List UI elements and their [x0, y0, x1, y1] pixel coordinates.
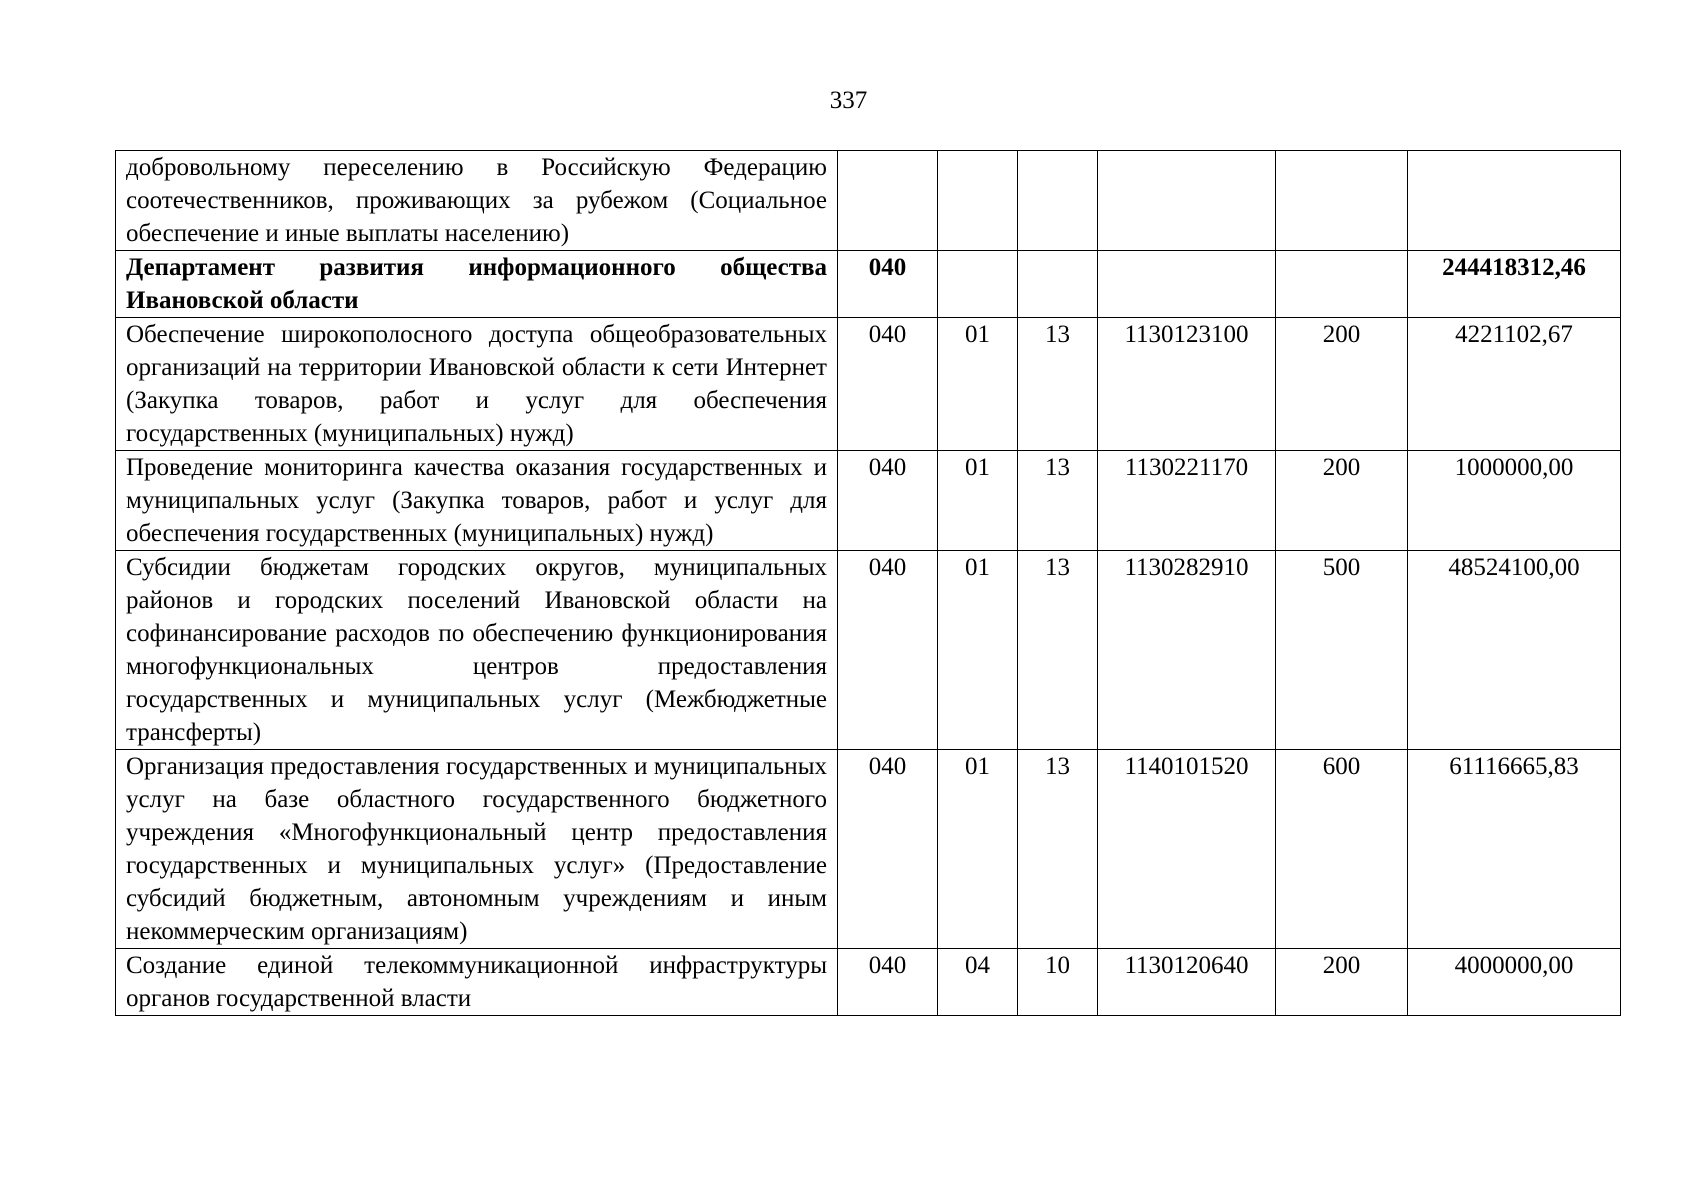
row-sum: 4000000,00: [1408, 949, 1621, 1016]
row-vr: [1276, 251, 1408, 318]
row-pr: [1018, 251, 1098, 318]
table-row-department: [116, 251, 1621, 318]
row-ved: 040: [838, 251, 938, 318]
row-rz: [938, 151, 1018, 251]
row-vr: 200: [1276, 949, 1408, 1016]
row-name: добровольному переселению в Российскую Федерацию соотечественников, проживающих за рубежом (Социальное обеспечение и иные выплаты населению): [116, 151, 838, 251]
row-ved: [838, 151, 938, 251]
row-csr: [1098, 151, 1276, 251]
row-vr: 500: [1276, 551, 1408, 750]
row-ved: 040: [838, 318, 938, 451]
row-ved: 040: [838, 551, 938, 750]
row-sum: 48524100,00: [1408, 551, 1621, 750]
row-name: Создание единой телекоммуникационной инфраструктуры органов государственной власти: [116, 949, 838, 1016]
table-row: [116, 750, 1621, 949]
row-name: Проведение мониторинга качества оказания государственных и муниципальных услуг (Закупка товаров, работ и услуг для обеспечения государственных (муниципальных) нужд): [116, 451, 838, 551]
row-rz: 01: [938, 551, 1018, 750]
row-csr: 1130120640: [1098, 949, 1276, 1016]
row-ved: 040: [838, 451, 938, 551]
row-rz: 04: [938, 949, 1018, 1016]
table-row: [116, 151, 1621, 251]
row-csr: 1130282910: [1098, 551, 1276, 750]
row-pr: 13: [1018, 318, 1098, 451]
row-vr: 200: [1276, 451, 1408, 551]
table-row: [116, 551, 1621, 750]
row-pr: 10: [1018, 949, 1098, 1016]
row-csr: [1098, 251, 1276, 318]
row-name: Субсидии бюджетам городских округов, муниципальных районов и городских поселений Ивановской области на софинансирование расходов по обеспечению функционирования многофункциональных центров предоставления государственных и муниципальных услуг (Межбюджетные трансферты): [116, 551, 838, 750]
row-ved: 040: [838, 750, 938, 949]
row-rz: 01: [938, 318, 1018, 451]
row-name: Обеспечение широкополосного доступа общеобразовательных организаций на территории Ивановской области к сети Интернет (Закупка товаров, работ и услуг для обеспечения государственных (муниципальных) нужд): [116, 318, 838, 451]
row-vr: 200: [1276, 318, 1408, 451]
row-csr: 1130123100: [1098, 318, 1276, 451]
table-row: [116, 318, 1621, 451]
row-sum: 244418312,46: [1408, 251, 1621, 318]
row-csr: 1140101520: [1098, 750, 1276, 949]
table-row: [116, 949, 1621, 1016]
row-csr: 1130221170: [1098, 451, 1276, 551]
row-pr: 13: [1018, 451, 1098, 551]
row-rz: [938, 251, 1018, 318]
row-vr: [1276, 151, 1408, 251]
page-number: 337: [829, 87, 868, 114]
row-vr: 600: [1276, 750, 1408, 949]
row-rz: 01: [938, 451, 1018, 551]
table-row: [116, 451, 1621, 551]
row-sum: 1000000,00: [1408, 451, 1621, 551]
row-pr: 13: [1018, 750, 1098, 949]
row-sum: 61116665,83: [1408, 750, 1621, 949]
row-name: Организация предоставления государственных и муниципальных услуг на базе областного государственного бюджетного учреждения «Многофункциональный центр предоставления государственных и муниципальных услуг» (Предоставление субсидий бюджетным, автономным учреждениям и иным некоммерческим организациям): [116, 750, 838, 949]
row-name: Департамент развития информационного общества Ивановской области: [116, 251, 838, 318]
budget-table: [115, 150, 1621, 1016]
row-sum: 4221102,67: [1408, 318, 1621, 451]
row-pr: 13: [1018, 551, 1098, 750]
row-rz: 01: [938, 750, 1018, 949]
row-sum: [1408, 151, 1621, 251]
row-ved: 040: [838, 949, 938, 1016]
row-pr: [1018, 151, 1098, 251]
